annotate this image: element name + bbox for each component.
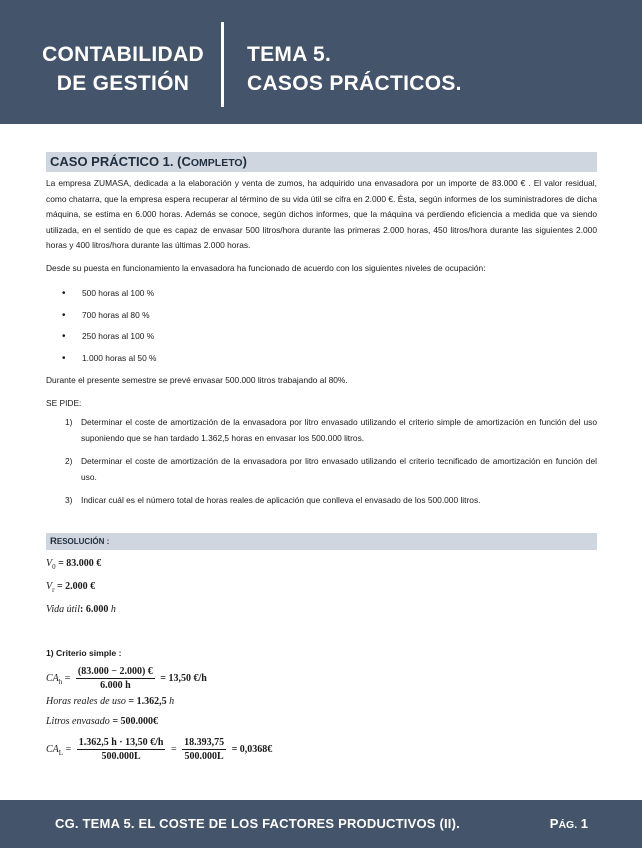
footer-title: CG. TEMA 5. EL COSTE DE LOS FACTORES PRODUCTIVOS (II). bbox=[55, 816, 460, 831]
list-item: • 250 horas al 100 % bbox=[46, 326, 597, 348]
occupation-list bbox=[46, 283, 597, 369]
list-item: • 700 horas al 80 % bbox=[46, 305, 597, 327]
subject-line-2: DE GESTIÓN bbox=[56, 72, 190, 95]
task-item: 1) Determinar el coste de amortización de la envasadora por litro envasado utilizando el criterio simple de amortización en función del uso suponiendo que se han tardado 1.362,5 horas en envasar los 500.000 litros. bbox=[65, 417, 597, 443]
case-paragraph-1: La empresa ZUMASA, dedicada a la elaboración y venta de zumos, ha adquirido una envasadora por un importe de 83.000 € . El valor residual, como chatarra, que la empresa espera recuperar al término de su vida útil se cifra en 2.000 €. Ésta, según informes de los suministradores de dicha máquina, se estima en 6.000 horas. Además se conoce, según dichos informes, que la máquina va perdiendo eficiencia a medida que va siendo utilizada, en el sentido de que es capaz de envasar 500 litros/hora durante las primeras 2.000 horas, 450 litros/hora durante las siguientes 2.000 horas y 400 litros/hora durante las últimas 2.000 horas. bbox=[46, 178, 597, 250]
subject-line-1: CONTABILIDAD bbox=[42, 43, 204, 66]
list-item: • 500 horas al 100 % bbox=[46, 283, 597, 305]
formula-cal: $CA_L$ = $\frac{1.362,5 h \cdot 13,50 €/h}{500.000L}$ = $\frac{18.393,75}{500.000L}$ = 0,0368€ bbox=[46, 737, 273, 762]
formula-litros: Litros envasado = 500.000€ bbox=[46, 716, 159, 727]
case-title-bar bbox=[46, 152, 597, 172]
se-pide-label: SE PIDE: bbox=[46, 397, 82, 408]
topic-line-1: TEMA 5. bbox=[247, 43, 332, 66]
task-item: 2) Determinar el coste de amortización de la envasadora por litro envasado utilizando el criterio tecnificado de amortización en función del uso. bbox=[65, 456, 597, 482]
criterion-heading: 1) Criterio simple : bbox=[46, 647, 122, 658]
case-title: CASO PRÁCTICO 1. bbox=[50, 154, 174, 169]
resolution-title-bar: RESOLUCIÓN : bbox=[46, 533, 597, 550]
document-body bbox=[46, 152, 597, 763]
subject-title bbox=[38, 40, 208, 98]
case-paragraph-2: Desde su puesta en funcionamiento la envasadora ha funcionado de acuerdo con los siguientes niveles de ocupación: bbox=[46, 262, 486, 273]
formula-vida-util: Vida útil: 6.000 h bbox=[46, 603, 116, 615]
topic-title bbox=[247, 40, 462, 98]
list-item: • 1.000 horas al 50 % bbox=[46, 348, 597, 370]
formula-cah: $CA_h$ = $\frac{(83.000 - 2.000) €}{6.000 h}$ = 13,50 €/h bbox=[46, 666, 207, 691]
task-item: 3) Indicar cuál es el número total de horas reales de aplicación que conlleva el envasado de los 500.000 litros. bbox=[65, 495, 481, 505]
case-tag: (COMPLETO) bbox=[177, 154, 247, 169]
formula-v0: $V_0 = 83.000$ € bbox=[46, 557, 102, 571]
page-header bbox=[0, 0, 642, 124]
page-footer bbox=[0, 800, 642, 848]
task-list bbox=[46, 415, 597, 509]
formula-vr: $V_r = 2.000$ € bbox=[46, 580, 96, 594]
header-divider bbox=[221, 22, 224, 107]
topic-line-2: CASOS PRÁCTICOS. bbox=[247, 72, 462, 95]
formula-horas: Horas reales de uso = 1.362,5 h bbox=[46, 696, 175, 707]
page-number: PÁG. 1 bbox=[549, 816, 588, 831]
case-paragraph-3: Durante el presente semestre se prevé envasar 500.000 litros trabajando al 80%. bbox=[46, 375, 348, 385]
